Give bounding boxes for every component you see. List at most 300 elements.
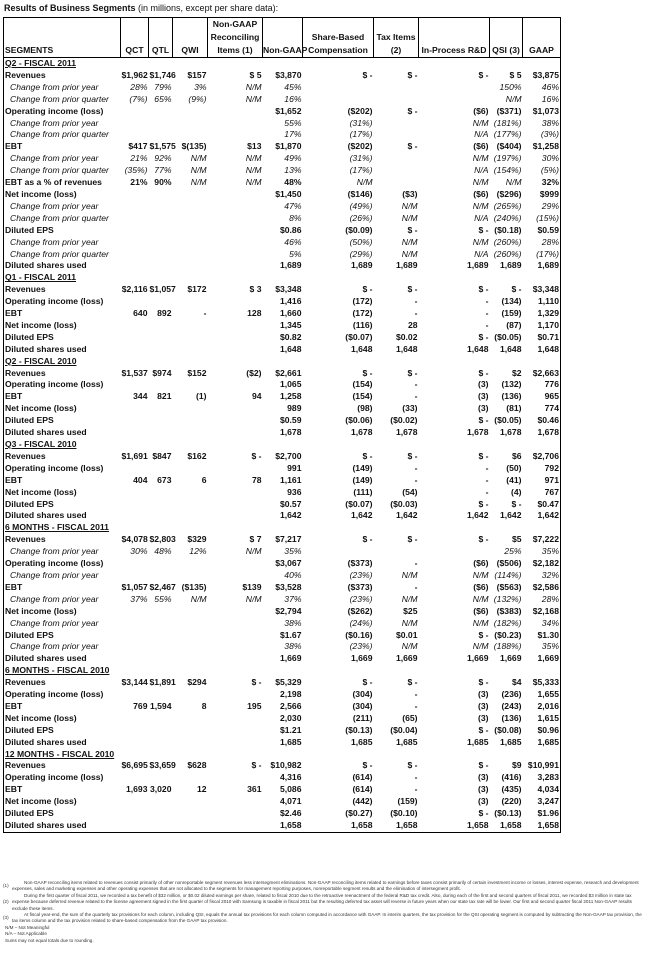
cell-gaap: 2,016	[523, 701, 561, 713]
cell-reconciling	[208, 606, 263, 618]
cell-qct	[121, 820, 149, 832]
cell-reconciling: $ -	[251, 450, 262, 461]
table-row	[4, 760, 561, 772]
cell-reconciling	[208, 427, 263, 439]
cell-qct	[121, 510, 149, 522]
cell-qwi	[173, 320, 208, 332]
cell-share-based-comp: (154)	[352, 391, 373, 402]
cell-tax-items: -	[414, 689, 418, 700]
cell-non-gaap: 1,416	[279, 296, 302, 307]
cell-tax-items: -	[414, 772, 418, 783]
cell-share-based-comp: 1,648	[350, 343, 373, 354]
cell-qsi: (50)	[506, 462, 522, 473]
cell-qsi: N/M	[505, 93, 522, 104]
cell-in-process-rd: (3)	[477, 379, 489, 390]
footnote-2-number: (2)	[3, 899, 9, 905]
cell-qct	[121, 106, 149, 118]
cell-qsi: (81)	[506, 403, 522, 414]
cell-reconciling	[208, 725, 263, 737]
cell-share-based-comp: N/M	[356, 177, 373, 188]
table-row	[4, 213, 561, 225]
cell-reconciling	[208, 249, 263, 261]
cell-in-process-rd: -	[485, 486, 489, 497]
section-title	[4, 439, 561, 451]
cell-gaap: $10,991	[523, 760, 561, 772]
cell-reconciling: $13	[247, 141, 262, 152]
table-row	[4, 534, 561, 546]
cell-qct	[121, 630, 149, 642]
cell-tax-items: (54)	[402, 486, 418, 497]
cell-qsi: 1,648	[499, 343, 522, 354]
cell-qsi: ($383)	[496, 605, 522, 616]
cell-non-gaap: 46%	[284, 236, 302, 247]
row-label: EBT	[4, 308, 121, 320]
cell-tax-items: N/M	[401, 236, 418, 247]
cell-qsi: 1,642	[499, 510, 522, 521]
cell-gaap: $2,182	[523, 558, 561, 570]
cell-non-gaap: $1,870	[275, 141, 302, 152]
cell-gaap: 1,669	[523, 653, 561, 665]
cell-qct	[121, 379, 149, 391]
cell-share-based-comp: 1,685	[350, 736, 373, 747]
table-row	[4, 344, 561, 356]
cell-non-gaap: 1,642	[279, 510, 302, 521]
row-label: Diluted shares used	[4, 510, 121, 522]
cell-in-process-rd: ($6)	[473, 188, 489, 199]
cell-qtl: 90%	[154, 177, 172, 188]
cell-gaap: $3,875	[523, 70, 561, 82]
cell-qwi	[173, 820, 208, 832]
footnote-1-number: (1)	[3, 883, 9, 889]
table-row	[4, 296, 561, 308]
cell-qct	[121, 463, 149, 475]
table-row	[4, 570, 561, 582]
row-label: Change from prior quarter	[4, 94, 121, 106]
row-label: Diluted shares used	[4, 653, 121, 665]
table-row	[4, 475, 561, 487]
cell-qsi: ($0.05)	[494, 331, 522, 342]
cell-qwi: $152	[187, 367, 207, 378]
cell-gaap: 774	[523, 403, 561, 415]
table-row	[4, 82, 561, 94]
cell-tax-items	[374, 165, 419, 177]
cell-non-gaap: 47%	[284, 200, 302, 211]
cell-share-based-comp: ($146)	[347, 188, 373, 199]
cell-gaap: 1,685	[523, 737, 561, 749]
cell-share-based-comp: (614)	[352, 772, 373, 783]
cell-qwi	[173, 808, 208, 820]
cell-share-based-comp: ($262)	[347, 605, 373, 616]
cell-qct	[121, 427, 149, 439]
cell-in-process-rd: 1,689	[466, 260, 489, 271]
table-row	[4, 558, 561, 570]
cell-qsi: (4)	[510, 486, 522, 497]
cell-qtl	[149, 106, 173, 118]
section-title-text: Q2 - FISCAL 2010	[5, 355, 77, 366]
cell-qct	[121, 129, 149, 141]
cell-gaap: 3,247	[523, 796, 561, 808]
cell-share-based-comp: (614)	[352, 784, 373, 795]
row-label: Change from prior year	[4, 237, 121, 249]
section-title	[4, 522, 561, 534]
cell-qtl: 892	[157, 308, 172, 319]
cell-reconciling	[208, 129, 263, 141]
cell-reconciling	[208, 499, 263, 511]
table-row	[4, 201, 561, 213]
cell-qsi: (265%)	[493, 200, 522, 211]
cell-reconciling	[208, 463, 263, 475]
cell-qct	[121, 415, 149, 427]
cell-qsi: (197%)	[493, 153, 522, 164]
cell-tax-items	[374, 546, 419, 558]
cell-reconciling	[208, 487, 263, 499]
cell-tax-items: 1,642	[395, 510, 418, 521]
cell-qct: $1,537	[121, 367, 148, 378]
cell-qct	[121, 570, 149, 582]
col-qtl: QTL	[149, 18, 173, 58]
section-title	[4, 272, 561, 284]
cell-qwi: $172	[187, 284, 207, 295]
cell-in-process-rd: $ -	[478, 415, 489, 426]
table-row	[4, 225, 561, 237]
cell-qsi: (132%)	[493, 593, 522, 604]
cell-reconciling	[208, 118, 263, 130]
cell-qtl	[149, 201, 173, 213]
cell-tax-items: ($0.03)	[390, 498, 418, 509]
cell-qwi	[173, 260, 208, 272]
cell-qtl	[149, 808, 173, 820]
cell-qtl	[149, 653, 173, 665]
cell-reconciling: N/M	[245, 81, 262, 92]
cell-qwi: 6	[201, 474, 207, 485]
cell-tax-items: 1,658	[374, 820, 419, 832]
cell-gaap: 1,648	[523, 344, 561, 356]
cell-qsi: (41)	[506, 474, 522, 485]
cell-reconciling: N/M	[245, 165, 262, 176]
table-row	[4, 153, 561, 165]
row-label: Diluted EPS	[4, 332, 121, 344]
section-header-row	[4, 58, 561, 70]
table-row	[4, 582, 561, 594]
cell-tax-items: -	[414, 379, 418, 390]
cell-gaap: (3%)	[523, 129, 561, 141]
cell-qwi: N/M	[190, 177, 207, 188]
cell-qct	[121, 201, 149, 213]
cell-in-process-rd: -	[485, 474, 489, 485]
cell-qwi	[173, 713, 208, 725]
row-label: Net income (loss)	[4, 189, 121, 201]
row-label: Change from prior quarter	[4, 249, 121, 261]
cell-qct: $2,116	[121, 284, 148, 295]
cell-share-based-comp: 1,642	[350, 510, 373, 521]
cell-qsi: $6	[511, 450, 522, 461]
cell-share-based-comp: (23%)	[349, 593, 373, 604]
cell-tax-items	[374, 118, 419, 130]
note-nm: N/M – Not Meaningful	[5, 924, 50, 930]
cell-tax-items: 1,669	[395, 653, 418, 664]
table-row	[4, 653, 561, 665]
col-reconciling-line1: Non-GAAP	[212, 19, 258, 29]
cell-non-gaap: $1.67	[279, 629, 302, 640]
cell-gaap: $1.96	[523, 808, 561, 820]
cell-share-based-comp: (50%)	[349, 236, 373, 247]
cell-qwi	[173, 487, 208, 499]
cell-share-based-comp: (172)	[352, 308, 373, 319]
cell-qtl	[149, 772, 173, 784]
table-row	[4, 308, 561, 320]
cell-tax-items: $ -	[407, 450, 418, 461]
cell-qct: $1,962	[121, 69, 148, 80]
cell-reconciling	[208, 630, 263, 642]
cell-qct: $4,078	[121, 534, 148, 545]
cell-qsi: 1,689	[499, 260, 522, 271]
cell-gaap: 38%	[523, 118, 561, 130]
cell-qct: (7%)	[129, 93, 148, 104]
cell-qwi	[173, 630, 208, 642]
cell-qtl	[149, 332, 173, 344]
cell-qct	[121, 344, 149, 356]
cell-in-process-rd: (3)	[477, 796, 489, 807]
cell-qct: 37%	[130, 593, 148, 604]
cell-share-based-comp: ($0.07)	[345, 331, 373, 342]
cell-in-process-rd: (3)	[477, 391, 489, 402]
cell-non-gaap: 1,658	[263, 820, 303, 832]
cell-qct	[121, 237, 149, 249]
cell-gaap: $0.59	[523, 225, 561, 237]
cell-gaap: 35%	[523, 546, 561, 558]
cell-qtl: $1,057	[149, 284, 176, 295]
cell-qct	[121, 558, 149, 570]
cell-share-based-comp: $ -	[362, 677, 373, 688]
cell-share-based-comp: (31%)	[349, 153, 373, 164]
cell-qsi: ($371)	[496, 105, 522, 116]
cell-gaap: 35%	[523, 641, 561, 653]
row-label: EBT as a % of revenues	[4, 177, 121, 189]
cell-qct	[121, 725, 149, 737]
cell-qtl	[149, 737, 173, 749]
cell-qsi: $ -	[511, 498, 522, 509]
cell-reconciling	[208, 213, 263, 225]
cell-in-process-rd: (3)	[477, 689, 489, 700]
cell-in-process-rd: (3)	[477, 712, 489, 723]
cell-qsi: 1,658	[490, 820, 523, 832]
section-title-text: 12 MONTHS - FISCAL 2010	[5, 748, 115, 759]
report-title	[4, 3, 278, 13]
table-row	[4, 784, 561, 796]
cell-qwi	[173, 296, 208, 308]
cell-qwi: 12%	[189, 546, 207, 557]
cell-non-gaap: 37%	[284, 593, 302, 604]
cell-share-based-comp: (211)	[352, 712, 373, 723]
cell-in-process-rd: N/M	[472, 617, 489, 628]
cell-qtl: $2,803	[149, 534, 176, 545]
cell-tax-items: ($3)	[402, 188, 418, 199]
cell-gaap: $0.96	[523, 725, 561, 737]
cell-reconciling: $ 3	[249, 284, 262, 295]
cell-tax-items	[374, 94, 419, 106]
cell-qsi: ($0.05)	[494, 415, 522, 426]
cell-qtl: $974	[152, 367, 172, 378]
row-label: EBT	[4, 582, 121, 594]
cell-qtl	[149, 403, 173, 415]
cell-in-process-rd: (3)	[477, 403, 489, 414]
cell-in-process-rd: -	[485, 308, 489, 319]
col-reconciling-items	[208, 18, 263, 58]
cell-non-gaap: 45%	[284, 81, 302, 92]
cell-reconciling: N/M	[245, 153, 262, 164]
cell-qct: 21%	[130, 177, 148, 188]
cell-gaap: 30%	[523, 153, 561, 165]
footnote-2-text: During the first quarter of fiscal 2011, we recorded a tax benefit of $32 million, or $0.02 diluted earnings per share, related to fiscal 2010 due to the retroactive reenactment of the federal R&D tax credit. Also, during each of the first and second quarters of fiscal 2011, we recorded $3 million in state tax expense because deferred revenue related to the license agreement signed in the first quarter of fiscal 2010 with Samsung is taxable in fiscal 2011 but the resulting deferred tax asset will reverse in future years when our state tax rate will be lower. Our first and second quarter fiscal 2011 Non-GAAP results exclude these items.	[12, 892, 632, 911]
cell-qsi: $ -	[511, 284, 522, 295]
cell-qwi	[173, 129, 208, 141]
table-row	[4, 320, 561, 332]
cell-share-based-comp: (31%)	[349, 117, 373, 128]
section-header-row	[4, 749, 561, 761]
cell-tax-items: $0.02	[395, 331, 418, 342]
row-label: Operating income (loss)	[4, 772, 121, 784]
cell-tax-items: -	[414, 784, 418, 795]
cell-gaap: 16%	[523, 94, 561, 106]
cell-share-based-comp: (442)	[352, 796, 373, 807]
table-body	[4, 58, 561, 833]
cell-gaap: 4,034	[523, 784, 561, 796]
table-row	[4, 237, 561, 249]
cell-qsi: $4	[511, 677, 522, 688]
cell-qct: $1,691	[121, 450, 148, 461]
section-title-text: 6 MONTHS - FISCAL 2011	[5, 522, 109, 533]
table-row	[4, 510, 561, 522]
cell-in-process-rd: 1,678	[466, 427, 489, 438]
cell-qtl	[149, 463, 173, 475]
cell-qsi: 150%	[499, 81, 522, 92]
cell-reconciling: $ -	[251, 677, 262, 688]
cell-qct: $3,144	[121, 677, 148, 688]
cell-reconciling	[208, 510, 263, 522]
cell-qsi: ($296)	[496, 188, 522, 199]
cell-gaap: 1,658	[523, 820, 561, 832]
cell-qwi	[173, 689, 208, 701]
col-reconciling-line2: Reconciling	[210, 32, 260, 42]
cell-share-based-comp: (111)	[353, 486, 373, 497]
cell-non-gaap: 8%	[289, 212, 302, 223]
cell-tax-items: (33)	[402, 403, 418, 414]
cell-qct	[121, 641, 149, 653]
cell-qtl: 65%	[154, 93, 172, 104]
cell-share-based-comp: ($202)	[347, 141, 373, 152]
cell-in-process-rd: $ -	[478, 224, 489, 235]
table-row	[4, 70, 561, 82]
table-row	[4, 677, 561, 689]
cell-qtl	[149, 344, 173, 356]
cell-tax-items: 1,678	[395, 427, 418, 438]
cell-qct	[121, 653, 149, 665]
col-tax-items	[374, 18, 419, 58]
row-label: Diluted EPS	[4, 415, 121, 427]
cell-qwi: $294	[187, 677, 207, 688]
cell-share-based-comp: (172)	[352, 296, 373, 307]
cell-gaap: $1,073	[523, 106, 561, 118]
cell-qct: $6,695	[121, 760, 148, 771]
cell-in-process-rd: $ -	[478, 534, 489, 545]
cell-qsi: (134)	[501, 296, 522, 307]
cell-gaap: (17%)	[523, 249, 561, 261]
cell-qtl	[149, 189, 173, 201]
cell-qsi: (240%)	[493, 212, 522, 223]
cell-qwi: -	[203, 308, 207, 319]
cell-qsi: 25%	[504, 546, 522, 557]
cell-gaap: 1,642	[523, 510, 561, 522]
cell-share-based-comp: (24%)	[349, 617, 373, 628]
cell-qsi: $2	[511, 367, 522, 378]
row-label: Diluted shares used	[4, 737, 121, 749]
cell-gaap: 3,283	[523, 772, 561, 784]
cell-reconciling	[208, 260, 263, 272]
cell-share-based-comp: ($0.06)	[345, 415, 373, 426]
row-label: Operating income (loss)	[4, 379, 121, 391]
col-sbc-line1: Share-Based	[311, 32, 365, 42]
cell-gaap: $5,333	[523, 677, 561, 689]
footnote-1-text: Non-GAAP reconciling items related to revenues consist primarily of other nonreportable segment revenues less intersegment eliminations. Non-GAAP reconciling items related to earnings before taxes consist primarily of certain investment income or losses, interest expense, research and development expenses, sales and marketing expenses and other operating expenses that are not allocated to the segments for management reporting purposes, nonreportable segment results and the elimination of intersegment profit.	[12, 880, 639, 892]
cell-qtl	[149, 689, 173, 701]
cell-gaap: 28%	[523, 237, 561, 249]
cell-share-based-comp: $ -	[362, 760, 373, 771]
cell-qtl	[149, 427, 173, 439]
cell-gaap: 767	[523, 487, 561, 499]
row-label: Diluted shares used	[4, 427, 121, 439]
section-header-row	[4, 356, 561, 368]
cell-share-based-comp: 1,669	[350, 653, 373, 664]
cell-share-based-comp: (149)	[352, 474, 373, 485]
cell-gaap: 28%	[523, 594, 561, 606]
cell-non-gaap: 35%	[284, 546, 302, 557]
cell-qwi: N/M	[190, 593, 207, 604]
table-row	[4, 368, 561, 380]
cell-qct: 30%	[130, 546, 148, 557]
table-row	[4, 129, 561, 141]
cell-qct: 344	[133, 391, 148, 402]
cell-reconciling	[208, 332, 263, 344]
cell-qsi: 1,678	[499, 427, 522, 438]
section-header-row	[4, 522, 561, 534]
cell-non-gaap: 1,689	[279, 260, 302, 271]
header-row	[4, 18, 561, 58]
cell-qtl	[149, 725, 173, 737]
cell-tax-items: N/M	[401, 569, 418, 580]
cell-in-process-rd: N/A	[474, 212, 489, 223]
cell-non-gaap: $3,348	[275, 284, 302, 295]
table-row	[4, 451, 561, 463]
section-header-row	[4, 439, 561, 451]
table-row	[4, 594, 561, 606]
cell-reconciling: N/M	[245, 93, 262, 104]
cell-non-gaap: 1,685	[279, 736, 302, 747]
cell-non-gaap: 1,678	[279, 427, 302, 438]
cell-tax-items: (159)	[397, 796, 418, 807]
row-label: Diluted EPS	[4, 725, 121, 737]
cell-in-process-rd: N/M	[472, 200, 489, 211]
footnote-3-text: At fiscal year-end, the sum of the quarterly tax provisions for each column, including QSI, equals the annual tax provisions for each column computed in accordance with GAAP. In interim quarters, the tax provision for the QSI operating segment is computed by subtracting the Non-GAAP tax provision, the tax items column and the tax provision related to share-based compensation from the GAAP tax provision.	[12, 912, 642, 924]
section-title	[4, 58, 561, 70]
cell-qwi	[173, 772, 208, 784]
row-label: EBT	[4, 141, 121, 153]
cell-tax-items: $0.01	[395, 629, 418, 640]
cell-gaap: 1,689	[523, 260, 561, 272]
cell-reconciling: $ -	[251, 760, 262, 771]
row-label: Diluted shares used	[4, 344, 121, 356]
cell-reconciling: $ 7	[249, 534, 262, 545]
cell-qct	[121, 296, 149, 308]
